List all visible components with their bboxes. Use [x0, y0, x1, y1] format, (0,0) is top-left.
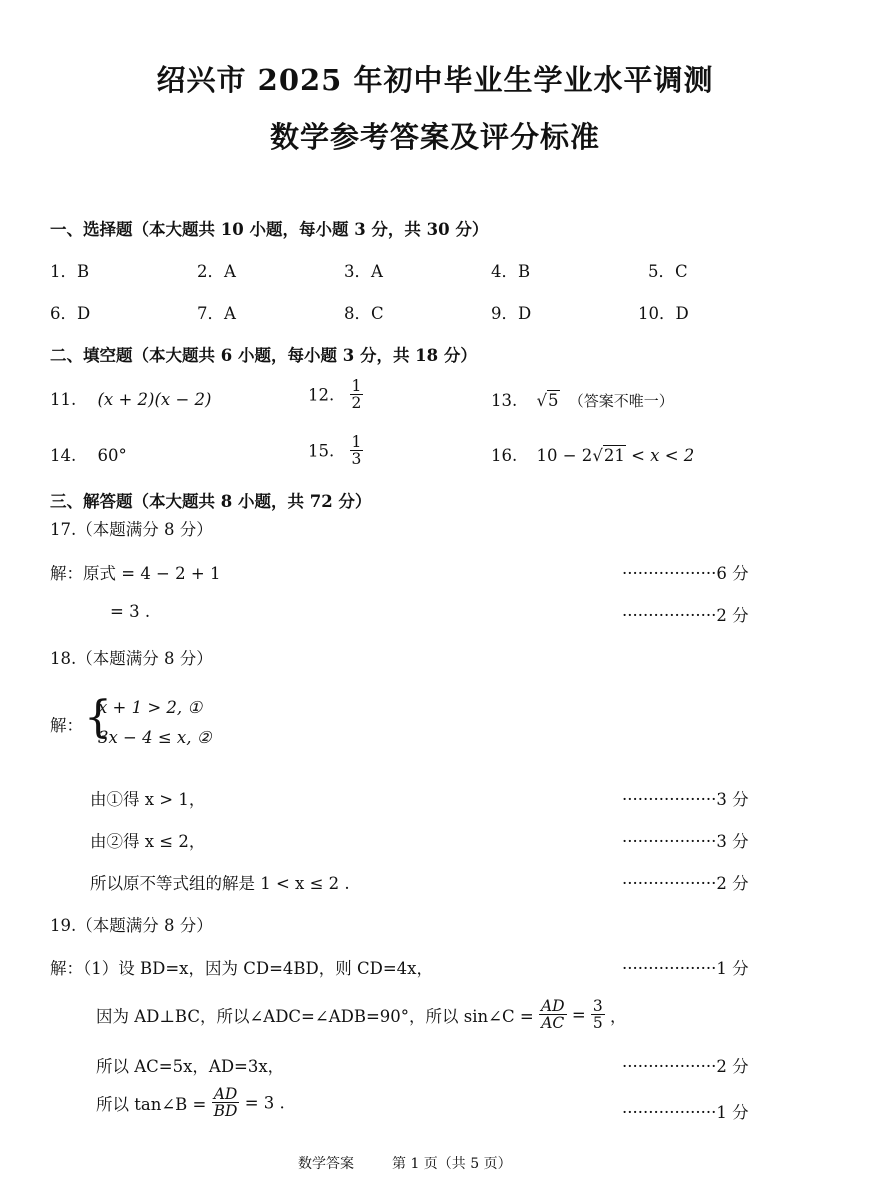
fraction — [539, 998, 567, 1032]
question-18-header: 18.（本题满分 8 分） — [50, 649, 213, 668]
score-mark: ··················2 分 — [622, 874, 749, 893]
question-number: 14. — [50, 446, 77, 465]
fraction — [591, 998, 605, 1032]
question-number: 12. — [308, 385, 335, 405]
answer-item: 8．C — [344, 304, 384, 323]
answer-item: 2．A — [197, 262, 236, 281]
score-mark: ··················2 分 — [622, 606, 749, 625]
answer-post: < x < 2 — [625, 446, 695, 465]
section-heading-fill: 二、填空题（本大题共 6 小题，每小题 3 分，共 18 分） — [50, 346, 477, 365]
fraction-numerator: AD — [540, 997, 565, 1015]
answer-pre: 10 − 2 — [536, 446, 593, 465]
answer-item: 6．D — [50, 304, 91, 323]
fill-answer-12 — [308, 378, 363, 412]
q19-line1: 解：（1）设 BD=x，因为 CD=4BD，则 CD=4x， — [50, 959, 433, 978]
q18-jie: 解： — [50, 716, 83, 735]
q18-line2: 由②得 x ≤ 2， — [90, 832, 206, 851]
inequality-1: x + 1 > 2, ① — [98, 698, 203, 717]
fraction — [350, 434, 364, 468]
page-subtitle: 数学参考答案及评分标准 — [269, 120, 600, 154]
fraction-numerator: AD — [213, 1085, 238, 1103]
fraction-denominator: 3 — [351, 450, 362, 469]
fill-answer-14 — [50, 446, 127, 465]
score-mark: ··················6 分 — [622, 564, 749, 583]
question-17-header: 17.（本题满分 8 分） — [50, 520, 213, 539]
answer-text: (x + 2)(x − 2) — [97, 390, 212, 409]
answer-note: （答案不唯一） — [568, 392, 674, 410]
equals-sign: = — [571, 1005, 586, 1025]
fraction-numerator: 1 — [351, 377, 362, 395]
score-mark: ··················3 分 — [622, 832, 749, 851]
fill-answer-13 — [491, 390, 674, 411]
radicand: 5 — [548, 391, 559, 410]
score-mark: ··················1 分 — [622, 959, 749, 978]
score-mark: ··················3 分 — [622, 790, 749, 809]
answer-item: 7．A — [197, 304, 236, 323]
fraction — [350, 378, 364, 412]
q19-line2-text: 因为 AD⊥BC，所以∠ADC=∠ADB=90°，所以 sin∠C = — [96, 1006, 534, 1026]
score-mark: ··················1 分 — [622, 1103, 749, 1122]
section-heading-solution: 三、解答题（本大题共 8 小题，共 72 分） — [50, 492, 372, 511]
q18-line3: 所以原不等式组的解是 1 < x ≤ 2 . — [90, 874, 350, 893]
fraction-numerator: 1 — [351, 433, 362, 451]
fraction-denominator: 2 — [351, 394, 362, 413]
answer-item: 9．D — [491, 304, 532, 323]
sqrt-expression: √21 — [592, 446, 625, 465]
answer-item: 3．A — [344, 262, 383, 281]
answer-item: 5．C — [648, 262, 688, 281]
punctuation: ， — [610, 1006, 627, 1026]
q19-line3: 所以 AC=5x，AD=3x， — [96, 1057, 285, 1076]
inequality-2: 3x − 4 ≤ x, ② — [98, 728, 212, 747]
fill-answer-16 — [491, 446, 694, 465]
q18-line1: 由①得 x > 1， — [90, 790, 206, 809]
q19-line4-result: = 3 . — [244, 1093, 285, 1113]
q17-line2: = 3 . — [110, 602, 151, 621]
answer-item: 10．D — [638, 304, 689, 323]
question-number: 16. — [491, 446, 518, 465]
sqrt-expression: √5 — [536, 391, 559, 410]
section-heading-choice: 一、选择题（本大题共 10 小题，每小题 3 分，共 30 分） — [50, 220, 489, 239]
footer-page-number: 第 1 页（共 5 页） — [392, 1156, 512, 1172]
q19-line2 — [96, 998, 627, 1032]
fill-answer-11 — [50, 390, 212, 409]
question-number: 15. — [308, 441, 335, 461]
answer-item: 4．B — [491, 262, 531, 281]
q17-line1: 解：原式 = 4 − 2 + 1 — [50, 564, 221, 583]
q19-line4-text: 所以 tan∠B = — [96, 1094, 207, 1114]
fraction-denominator: 5 — [592, 1014, 603, 1033]
answer-item: 1．B — [50, 262, 90, 281]
question-number: 13. — [491, 391, 518, 410]
fill-answer-15 — [308, 434, 363, 468]
question-19-header: 19.（本题满分 8 分） — [50, 916, 213, 935]
fraction — [212, 1086, 240, 1120]
footer-label: 数学答案 — [298, 1156, 354, 1172]
question-number: 11. — [50, 390, 77, 409]
fraction-numerator: 3 — [592, 997, 603, 1015]
q19-line4 — [96, 1086, 285, 1120]
fraction-denominator: BD — [213, 1102, 238, 1121]
brace-symbol: { — [84, 692, 112, 743]
score-mark: ··················2 分 — [622, 1057, 749, 1076]
page-title: 绍兴市 2025 年初中毕业生学业水平调测 — [156, 63, 714, 97]
answer-text: 60° — [97, 446, 127, 465]
radicand: 21 — [603, 446, 625, 465]
fraction-denominator: AC — [541, 1014, 565, 1033]
